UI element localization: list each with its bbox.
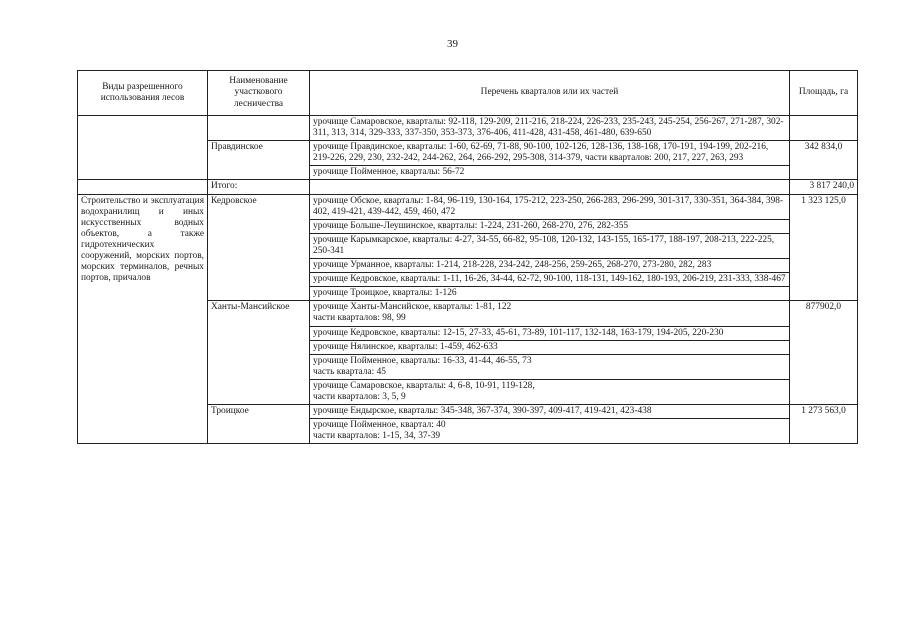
- quarters-cell: [310, 326, 790, 340]
- quarters-line: урочище Самаровское, кварталы: 4, 6-8, 10-91, 119-128,: [313, 380, 535, 391]
- quarters-line: части кварталов: 1-15, 34, 37-39: [313, 431, 441, 442]
- table-row: [78, 194, 858, 219]
- forestry-cell: [208, 116, 310, 141]
- quarters-cell: [310, 301, 790, 326]
- forestry-cell: Троицкое: [208, 405, 310, 444]
- total-label: Итого:: [208, 180, 310, 194]
- table-row: [78, 116, 858, 141]
- quarters-cell: урочище Карымкарское, кварталы: 4-27, 34-55, 66-82, 95-108, 120-132, 143-155, 165-177, 188-197, 208-213, 222-225, 250-341: [310, 233, 790, 258]
- header-forestry: Наименование участкового лесничества: [208, 71, 310, 116]
- header-quarters: Перечень кварталов или их частей: [310, 71, 790, 116]
- quarters-line: урочище Нялинское, кварталы: 1-459, 462-633: [313, 341, 498, 352]
- quarters-line: урочище Ханты-Мансийское, кварталы: 1-81, 122: [313, 302, 512, 313]
- total-empty-cell: [310, 180, 790, 194]
- forestry-cell: Ханты-Мансийское: [208, 301, 310, 405]
- quarters-line: урочище Пойменное, квартал: 40: [313, 420, 446, 431]
- header-use-type: Виды разрешенного использования лесов: [78, 71, 208, 116]
- page-number: 39: [447, 38, 458, 50]
- forestry-cell: Кедровское: [208, 194, 310, 301]
- quarters-line: урочище Пойменное, кварталы: 16-33, 41-44, 46-55, 73: [313, 355, 532, 366]
- quarters-cell: урочище Самаровское, кварталы: 92-118, 129-209, 211-216, 218-224, 226-233, 235-243, 245-254, 256-267, 271-287, 302-311, 313, 314, 329-333, 337-350, 353-373, 376-406, 411-428, 431-458, 461-480, 639-650: [310, 116, 790, 141]
- quarters-line: урочище Кедровское, кварталы: 12-15, 27-33, 45-61, 73-89, 101-117, 132-148, 163-179, 194-205, 220-230: [313, 327, 724, 338]
- forestry-cell: Правдинское: [208, 141, 310, 180]
- area-cell: 877902,0: [790, 301, 858, 405]
- quarters-cell: урочище Пойменное, кварталы: 56-72: [310, 166, 790, 180]
- quarters-cell: урочище Троицкое, кварталы: 1-126: [310, 287, 790, 301]
- area-cell: [790, 116, 858, 141]
- quarters-cell: урочище Кедровское, кварталы: 1-11, 16-26, 34-44, 62-72, 90-100, 118-131, 149-162, 180-193, 206-219, 231-333, 338-467: [310, 273, 790, 287]
- table-header-row: [78, 71, 858, 116]
- area-cell: 1 323 125,0: [790, 194, 858, 301]
- quarters-cell: [310, 354, 790, 379]
- quarters-cell: [310, 379, 790, 404]
- quarters-line: части кварталов: 3, 5, 9: [313, 391, 406, 402]
- quarters-cell: [310, 419, 790, 444]
- quarters-line: часть квартала: 45: [313, 366, 386, 377]
- use-type-cell: Строительство и эксплуатация водохранилищ и иных искусственных водных объектов, а также гидротехнических сооружений, морских портов, морских терминалов, речных портов, причалов: [78, 194, 208, 444]
- area-cell: 342 834,0: [790, 141, 858, 180]
- quarters-cell: урочище Больше-Леушинское, кварталы: 1-224, 231-260, 268-270, 276, 282-355: [310, 219, 790, 233]
- quarters-line: урочище Ендырское, кварталы: 345-348, 367-374, 390-397, 409-417, 419-421, 423-438: [313, 406, 652, 417]
- quarters-line: части кварталов: 98, 99: [313, 313, 406, 324]
- total-empty-cell: [78, 180, 208, 194]
- quarters-cell: урочище Обское, кварталы: 1-84, 96-119, 130-164, 175-212, 223-250, 266-283, 296-299, 301-317, 330-351, 364-384, 398-402, 419-421, 439-442, 459, 460, 472: [310, 194, 790, 219]
- total-row: [78, 180, 858, 194]
- quarters-cell: урочище Урманное, кварталы: 1-214, 218-228, 234-242, 248-256, 259-265, 268-270, 273-280, 282, 283: [310, 259, 790, 273]
- quarters-cell: урочище Правдинское, кварталы: 1-60, 62-69, 71-88, 90-100, 102-126, 128-136, 138-168, 170-191, 194-199, 202-216, 219-226, 229, 230, 232-242, 244-262, 264, 266-292, 295-308, 314-379, части кварталов: 200, 217, 227, 263, 293: [310, 141, 790, 166]
- area-cell: 1 273 563,0: [790, 405, 858, 444]
- forest-use-table: [77, 70, 858, 444]
- header-area: Площадь, га: [790, 71, 858, 116]
- use-type-cell: [78, 116, 208, 180]
- quarters-cell: [310, 405, 790, 419]
- total-value: 3 817 240,0: [790, 180, 858, 194]
- quarters-cell: [310, 340, 790, 354]
